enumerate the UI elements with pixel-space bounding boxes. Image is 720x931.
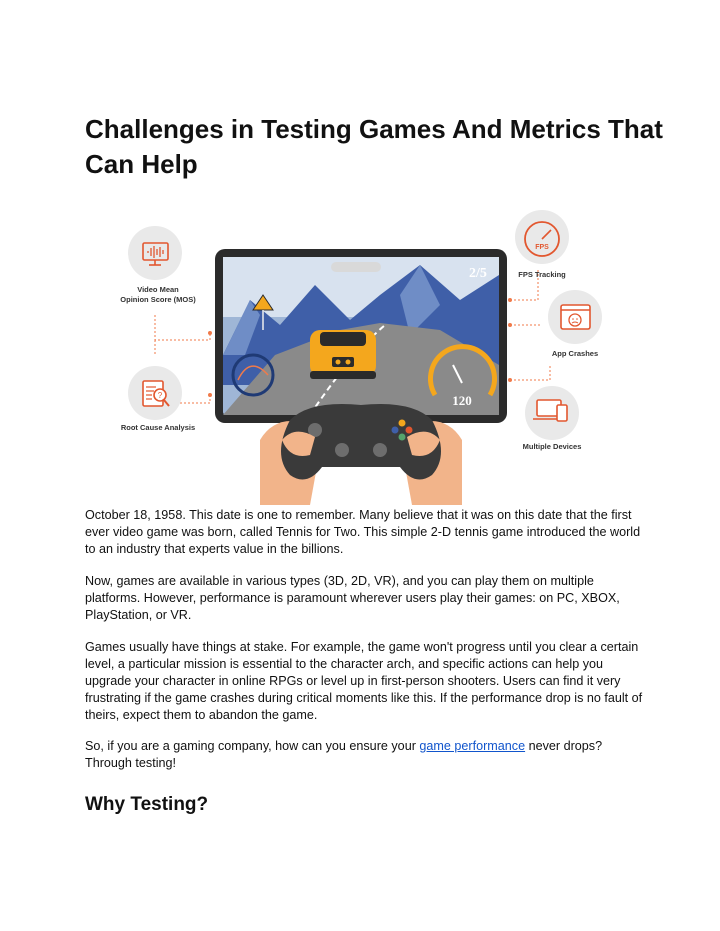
speed-readout: 120 xyxy=(452,393,472,408)
level-counter: 2/5 xyxy=(469,266,487,281)
mos-monitor-icon xyxy=(128,226,182,280)
fps-label: FPS Tracking xyxy=(518,270,566,279)
multiple-devices-label: Multiple Devices xyxy=(522,442,582,451)
paragraph-testing-after: never drops? Through testing! xyxy=(85,739,603,770)
game-testing-illustration xyxy=(110,205,610,505)
page-title: Challenges in Testing Games And Metrics That Can Help xyxy=(85,114,663,179)
paragraph-testing xyxy=(85,738,645,772)
root-cause-label: Root Cause Analysis xyxy=(120,423,196,432)
fps-gauge-icon xyxy=(515,210,569,264)
paragraph-platforms: Now, games are available in various types (3D, 2D, VR), and you can play them on multiple platforms. However, performance is paramount wherever users play their games: on PC, XBOX, PlayStation, or VR. xyxy=(85,574,620,622)
mos-label-line2: Opinion Score (MOS) xyxy=(120,295,196,304)
fps-gauge-text: FPS xyxy=(535,244,549,251)
game-performance-link[interactable]: game performance xyxy=(419,739,526,753)
section-heading-why-testing: Why Testing? xyxy=(85,794,209,815)
paragraph-stakes: Games usually have things at stake. For example, the game won't progress until you clear a certain level, a particular mission is essential to the character arch, and specific actions can help you upgrade your character in online RPGs or level up in first-person shooters. Users can find it very frustrating if the game crashes during critical moments like this. If the performance drop is no fault of theirs, expect them to abandon the game. xyxy=(85,640,643,722)
paragraph-history: October 18, 1958. This date is one to remember. Many believe that it was on this date that the first ever video game was born, called Tennis for Two. This simple 2-D tennis game introduced the world to an industry that experts value in the billions. xyxy=(85,508,641,556)
svg-text:?: ? xyxy=(157,391,163,400)
app-crash-icon xyxy=(548,290,602,344)
mos-label-line1: Video Mean xyxy=(137,285,179,294)
root-cause-document-icon xyxy=(128,366,182,420)
game-screen xyxy=(215,249,507,423)
paragraph-testing-before: So, if you are a gaming company, how can you ensure your xyxy=(85,739,420,753)
multiple-devices-icon xyxy=(525,386,579,440)
app-crashes-label: App Crashes xyxy=(551,349,599,358)
